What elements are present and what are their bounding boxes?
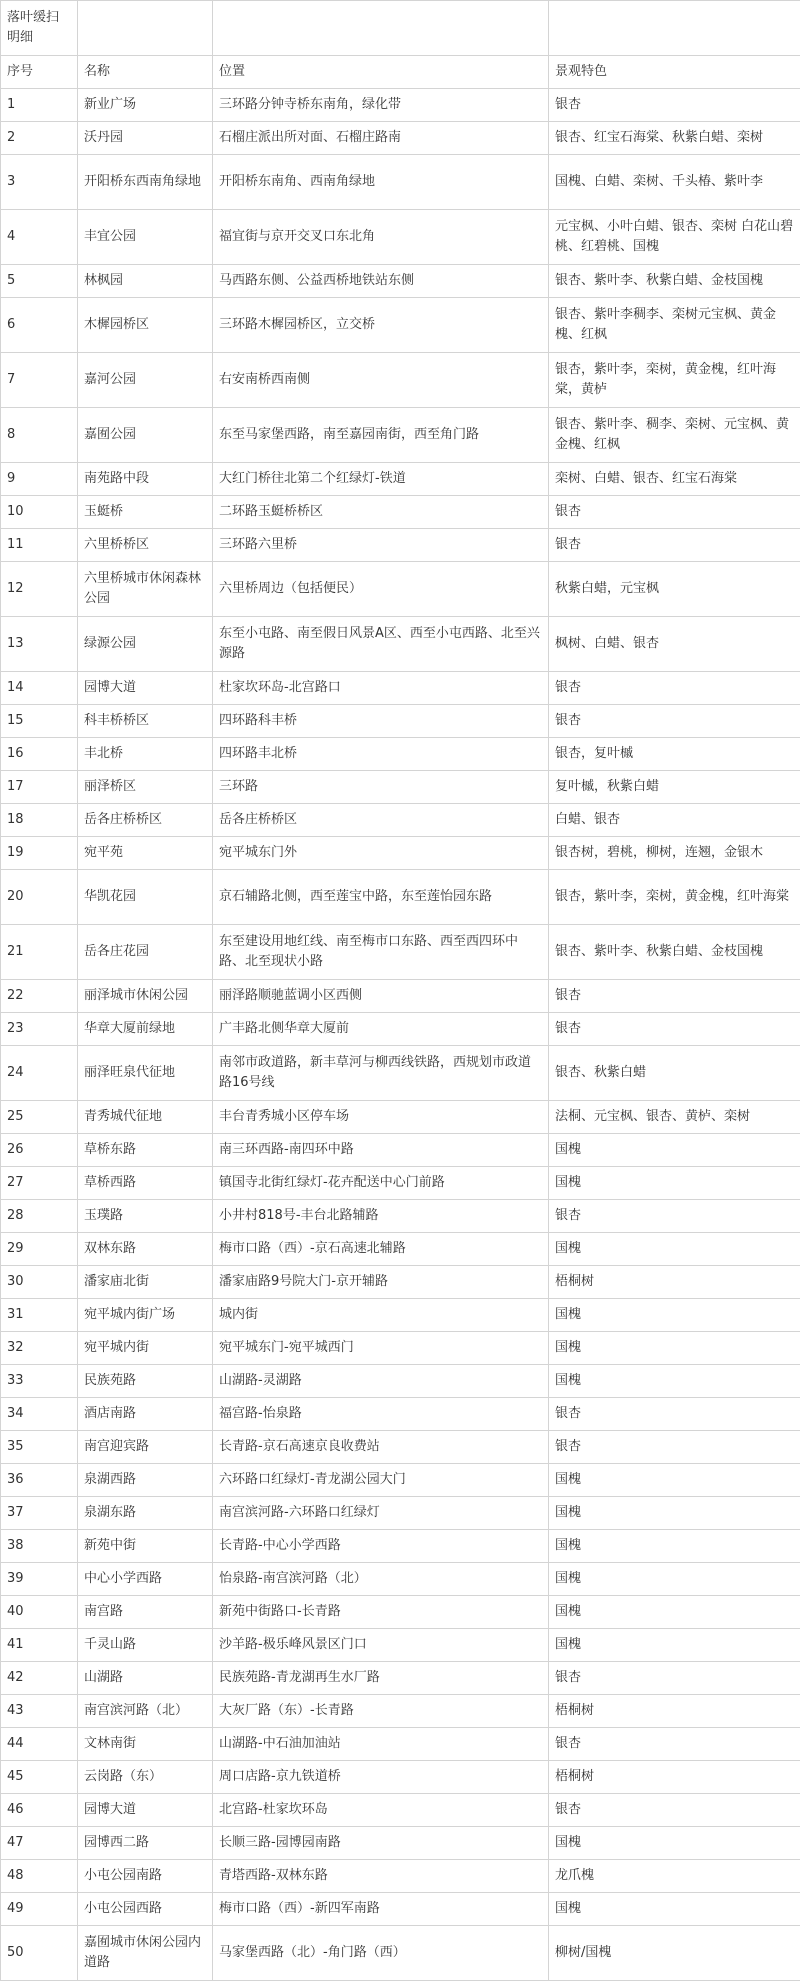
row-name: 千灵山路 xyxy=(78,1629,213,1662)
row-index: 17 xyxy=(1,771,78,804)
table-row xyxy=(1,265,800,298)
row-name: 嘉囿公园 xyxy=(78,408,213,463)
row-index: 16 xyxy=(1,738,78,771)
row-name: 双林东路 xyxy=(78,1233,213,1266)
header-index: 序号 xyxy=(1,56,78,89)
table-row xyxy=(1,925,800,980)
row-name: 园博西二路 xyxy=(78,1827,213,1860)
table-row xyxy=(1,1464,800,1497)
table-row xyxy=(1,210,800,265)
row-location: 杜家坎环岛-北宫路口 xyxy=(213,672,549,705)
row-name: 南宫滨河路（北） xyxy=(78,1695,213,1728)
row-name: 泉湖东路 xyxy=(78,1497,213,1530)
row-name: 六里桥城市休闲森林公园 xyxy=(78,562,213,617)
row-index: 46 xyxy=(1,1794,78,1827)
row-landscape: 法桐、元宝枫、银杏、黄栌、栾树 xyxy=(549,1101,800,1134)
table-row xyxy=(1,529,800,562)
row-index: 50 xyxy=(1,1926,78,1981)
row-name: 小屯公园南路 xyxy=(78,1860,213,1893)
table-row xyxy=(1,1860,800,1893)
row-index: 8 xyxy=(1,408,78,463)
row-landscape: 元宝枫、小叶白蜡、银杏、栾树 白花山碧桃、红碧桃、国槐 xyxy=(549,210,800,265)
table-row xyxy=(1,1233,800,1266)
row-name: 文林南街 xyxy=(78,1728,213,1761)
row-name: 南宫路 xyxy=(78,1596,213,1629)
row-name: 小屯公园西路 xyxy=(78,1893,213,1926)
row-name: 中心小学西路 xyxy=(78,1563,213,1596)
table-row xyxy=(1,1200,800,1233)
row-landscape: 国槐 xyxy=(549,1365,800,1398)
row-landscape: 银杏，复叶槭 xyxy=(549,738,800,771)
table-row xyxy=(1,1431,800,1464)
row-location: 马西路东侧、公益西桥地铁站东侧 xyxy=(213,265,549,298)
row-location: 长顺三路-园博园南路 xyxy=(213,1827,549,1860)
row-landscape: 银杏 xyxy=(549,1728,800,1761)
row-location: 民族苑路-青龙湖再生水厂路 xyxy=(213,1662,549,1695)
row-name: 六里桥桥区 xyxy=(78,529,213,562)
row-landscape: 银杏 xyxy=(549,1794,800,1827)
row-landscape: 银杏、紫叶李、秋紫白蜡、金枝国槐 xyxy=(549,265,800,298)
row-location: 福宫路-怡泉路 xyxy=(213,1398,549,1431)
row-location: 广丰路北侧华章大厦前 xyxy=(213,1013,549,1046)
row-index: 31 xyxy=(1,1299,78,1332)
row-landscape: 银杏、秋紫白蜡 xyxy=(549,1046,800,1101)
row-landscape: 银杏 xyxy=(549,1013,800,1046)
row-index: 49 xyxy=(1,1893,78,1926)
row-landscape: 国槐、白蜡、栾树、千头椿、紫叶李 xyxy=(549,155,800,210)
table-row xyxy=(1,1662,800,1695)
row-landscape: 国槐 xyxy=(549,1299,800,1332)
row-location: 京石辅路北侧，西至莲宝中路，东至莲怡园东路 xyxy=(213,870,549,925)
row-location: 右安南桥西南侧 xyxy=(213,353,549,408)
row-location: 长青路-京石高速京良收费站 xyxy=(213,1431,549,1464)
row-name: 青秀城代征地 xyxy=(78,1101,213,1134)
row-landscape: 龙爪槐 xyxy=(549,1860,800,1893)
table-row xyxy=(1,1926,800,1981)
row-location: 三环路六里桥 xyxy=(213,529,549,562)
row-landscape: 白蜡、银杏 xyxy=(549,804,800,837)
row-location: 三环路 xyxy=(213,771,549,804)
row-name: 木樨园桥区 xyxy=(78,298,213,353)
row-name: 嘉囿城市休闲公园内道路 xyxy=(78,1926,213,1981)
row-name: 嘉河公园 xyxy=(78,353,213,408)
row-location: 丰台青秀城小区停车场 xyxy=(213,1101,549,1134)
row-landscape: 栾树、白蜡、银杏、红宝石海棠 xyxy=(549,463,800,496)
row-name: 南宫迎宾路 xyxy=(78,1431,213,1464)
row-landscape: 银杏树，碧桃，柳树，连翘，金银木 xyxy=(549,837,800,870)
row-index: 26 xyxy=(1,1134,78,1167)
table-row xyxy=(1,1563,800,1596)
row-location: 三环路木樨园桥区，立交桥 xyxy=(213,298,549,353)
row-location: 宛平城东门外 xyxy=(213,837,549,870)
row-location: 四环路丰北桥 xyxy=(213,738,549,771)
row-name: 华章大厦前绿地 xyxy=(78,1013,213,1046)
row-index: 15 xyxy=(1,705,78,738)
row-landscape: 梧桐树 xyxy=(549,1695,800,1728)
table-row xyxy=(1,1046,800,1101)
row-name: 丽泽桥区 xyxy=(78,771,213,804)
table-row xyxy=(1,1827,800,1860)
row-index: 47 xyxy=(1,1827,78,1860)
row-landscape: 银杏，紫叶李，栾树，黄金槐，红叶海棠，黄栌 xyxy=(549,353,800,408)
row-landscape: 国槐 xyxy=(549,1233,800,1266)
row-location: 南三环西路-南四环中路 xyxy=(213,1134,549,1167)
row-name: 丰北桥 xyxy=(78,738,213,771)
row-name: 云岗路（东） xyxy=(78,1761,213,1794)
row-name: 园博大道 xyxy=(78,672,213,705)
row-location: 石榴庄派出所对面、石榴庄路南 xyxy=(213,122,549,155)
row-location: 大灰厂路（东）-长青路 xyxy=(213,1695,549,1728)
row-location: 梅市口路（西）-京石高速北辅路 xyxy=(213,1233,549,1266)
table-row xyxy=(1,1167,800,1200)
row-index: 6 xyxy=(1,298,78,353)
row-index: 1 xyxy=(1,89,78,122)
row-name: 草桥东路 xyxy=(78,1134,213,1167)
row-index: 14 xyxy=(1,672,78,705)
row-name: 丽泽城市休闲公园 xyxy=(78,980,213,1013)
row-index: 38 xyxy=(1,1530,78,1563)
row-index: 7 xyxy=(1,353,78,408)
table-row xyxy=(1,1365,800,1398)
row-name: 丽泽旺泉代征地 xyxy=(78,1046,213,1101)
row-index: 20 xyxy=(1,870,78,925)
row-landscape: 国槐 xyxy=(549,1167,800,1200)
row-index: 18 xyxy=(1,804,78,837)
row-index: 19 xyxy=(1,837,78,870)
row-index: 5 xyxy=(1,265,78,298)
row-name: 南苑路中段 xyxy=(78,463,213,496)
row-location: 青塔西路-双林东路 xyxy=(213,1860,549,1893)
table-row xyxy=(1,617,800,672)
table-row xyxy=(1,1266,800,1299)
row-index: 23 xyxy=(1,1013,78,1046)
row-index: 48 xyxy=(1,1860,78,1893)
row-index: 30 xyxy=(1,1266,78,1299)
row-landscape: 银杏，紫叶李，栾树，黄金槐，红叶海棠 xyxy=(549,870,800,925)
table-row xyxy=(1,122,800,155)
row-name: 新苑中街 xyxy=(78,1530,213,1563)
row-location: 城内街 xyxy=(213,1299,549,1332)
table-row xyxy=(1,1794,800,1827)
row-location: 新苑中街路口-长青路 xyxy=(213,1596,549,1629)
row-name: 酒店南路 xyxy=(78,1398,213,1431)
row-location: 大红门桥往北第二个红绿灯-铁道 xyxy=(213,463,549,496)
row-landscape: 国槐 xyxy=(549,1827,800,1860)
row-location: 山湖路-中石油加油站 xyxy=(213,1728,549,1761)
table-row xyxy=(1,562,800,617)
row-index: 45 xyxy=(1,1761,78,1794)
row-landscape: 银杏 xyxy=(549,1200,800,1233)
row-location: 宛平城东门-宛平城西门 xyxy=(213,1332,549,1365)
row-index: 37 xyxy=(1,1497,78,1530)
row-landscape: 银杏、紫叶李稠李、栾树元宝枫、黄金槐、红枫 xyxy=(549,298,800,353)
row-name: 园博大道 xyxy=(78,1794,213,1827)
table-row xyxy=(1,771,800,804)
row-location: 小井村818号-丰台北路辅路 xyxy=(213,1200,549,1233)
table-row xyxy=(1,1013,800,1046)
row-landscape: 复叶槭，秋紫白蜡 xyxy=(549,771,800,804)
table-row xyxy=(1,1761,800,1794)
row-name: 岳各庄花园 xyxy=(78,925,213,980)
row-landscape: 国槐 xyxy=(549,1497,800,1530)
row-location: 三环路分钟寺桥东南角，绿化带 xyxy=(213,89,549,122)
table-row xyxy=(1,1728,800,1761)
table-row xyxy=(1,705,800,738)
table-row xyxy=(1,1299,800,1332)
table-row xyxy=(1,1893,800,1926)
row-landscape: 国槐 xyxy=(549,1629,800,1662)
row-name: 山湖路 xyxy=(78,1662,213,1695)
row-location: 梅市口路（西）-新四军南路 xyxy=(213,1893,549,1926)
row-landscape: 国槐 xyxy=(549,1563,800,1596)
table-row xyxy=(1,155,800,210)
row-landscape: 银杏、紫叶李、稠李、栾树、元宝枫、黄金槐、红枫 xyxy=(549,408,800,463)
row-landscape: 枫树、白蜡、银杏 xyxy=(549,617,800,672)
header-location: 位置 xyxy=(213,56,549,89)
row-location: 岳各庄桥桥区 xyxy=(213,804,549,837)
row-name: 宛平城内街 xyxy=(78,1332,213,1365)
row-index: 27 xyxy=(1,1167,78,1200)
table-row xyxy=(1,408,800,463)
row-location: 潘家庙路9号院大门-京开辅路 xyxy=(213,1266,549,1299)
table-row xyxy=(1,1134,800,1167)
row-landscape: 秋紫白蜡，元宝枫 xyxy=(549,562,800,617)
header-row xyxy=(1,56,800,89)
table-row xyxy=(1,738,800,771)
row-landscape: 银杏 xyxy=(549,980,800,1013)
row-name: 华凯花园 xyxy=(78,870,213,925)
row-location: 东至马家堡西路，南至嘉园南街，西至角门路 xyxy=(213,408,549,463)
row-landscape: 银杏 xyxy=(549,1398,800,1431)
row-landscape: 梧桐树 xyxy=(549,1761,800,1794)
row-location: 南邻市政道路，新丰草河与柳西线铁路，西规划市政道路16号线 xyxy=(213,1046,549,1101)
row-index: 44 xyxy=(1,1728,78,1761)
row-location: 六环路口红绿灯-青龙湖公园大门 xyxy=(213,1464,549,1497)
row-index: 32 xyxy=(1,1332,78,1365)
title-empty-cell xyxy=(78,1,213,56)
row-name: 丰宜公园 xyxy=(78,210,213,265)
table-row xyxy=(1,672,800,705)
row-name: 开阳桥东西南角绿地 xyxy=(78,155,213,210)
row-landscape: 银杏 xyxy=(549,89,800,122)
row-index: 11 xyxy=(1,529,78,562)
row-index: 41 xyxy=(1,1629,78,1662)
row-name: 岳各庄桥桥区 xyxy=(78,804,213,837)
row-name: 宛平苑 xyxy=(78,837,213,870)
row-location: 丽泽路顺驰蓝调小区西侧 xyxy=(213,980,549,1013)
table-row xyxy=(1,1398,800,1431)
row-location: 北宫路-杜家坎环岛 xyxy=(213,1794,549,1827)
title-empty-cell xyxy=(549,1,800,56)
row-landscape: 国槐 xyxy=(549,1134,800,1167)
row-location: 二环路玉蜓桥桥区 xyxy=(213,496,549,529)
table-row xyxy=(1,980,800,1013)
row-index: 40 xyxy=(1,1596,78,1629)
row-location: 南宫滨河路-六环路口红绿灯 xyxy=(213,1497,549,1530)
row-index: 3 xyxy=(1,155,78,210)
table-row xyxy=(1,1629,800,1662)
row-index: 4 xyxy=(1,210,78,265)
table-row xyxy=(1,1596,800,1629)
table-row xyxy=(1,1497,800,1530)
row-landscape: 梧桐树 xyxy=(549,1266,800,1299)
row-landscape: 柳树/国槐 xyxy=(549,1926,800,1981)
row-location: 六里桥周边（包括便民） xyxy=(213,562,549,617)
row-landscape: 国槐 xyxy=(549,1893,800,1926)
row-landscape: 银杏 xyxy=(549,496,800,529)
row-index: 24 xyxy=(1,1046,78,1101)
row-location: 马家堡西路（北）-角门路（西） xyxy=(213,1926,549,1981)
table-row xyxy=(1,804,800,837)
table-row xyxy=(1,1530,800,1563)
table-row xyxy=(1,870,800,925)
row-index: 29 xyxy=(1,1233,78,1266)
row-name: 沃丹园 xyxy=(78,122,213,155)
table-body xyxy=(1,1,800,1981)
row-index: 22 xyxy=(1,980,78,1013)
row-name: 绿源公园 xyxy=(78,617,213,672)
row-index: 12 xyxy=(1,562,78,617)
row-location: 镇国寺北街红绿灯-花卉配送中心门前路 xyxy=(213,1167,549,1200)
row-name: 泉湖西路 xyxy=(78,1464,213,1497)
header-landscape: 景观特色 xyxy=(549,56,800,89)
table-row xyxy=(1,496,800,529)
row-index: 21 xyxy=(1,925,78,980)
row-location: 沙羊路-极乐峰风景区门口 xyxy=(213,1629,549,1662)
row-index: 42 xyxy=(1,1662,78,1695)
table-row xyxy=(1,837,800,870)
row-landscape: 银杏 xyxy=(549,672,800,705)
row-landscape: 银杏 xyxy=(549,1431,800,1464)
row-index: 36 xyxy=(1,1464,78,1497)
row-location: 怡泉路-南宫滨河路（北） xyxy=(213,1563,549,1596)
row-index: 9 xyxy=(1,463,78,496)
title-empty-cell xyxy=(213,1,549,56)
title-row xyxy=(1,1,800,56)
row-index: 43 xyxy=(1,1695,78,1728)
row-location: 长青路-中心小学西路 xyxy=(213,1530,549,1563)
row-index: 39 xyxy=(1,1563,78,1596)
row-name: 科丰桥桥区 xyxy=(78,705,213,738)
row-location: 周口店路-京九铁道桥 xyxy=(213,1761,549,1794)
row-location: 东至小屯路、南至假日风景A区、西至小屯西路、北至兴源路 xyxy=(213,617,549,672)
row-name: 林枫园 xyxy=(78,265,213,298)
row-name: 草桥西路 xyxy=(78,1167,213,1200)
row-location: 山湖路-灵湖路 xyxy=(213,1365,549,1398)
table-row xyxy=(1,1332,800,1365)
row-name: 玉蜓桥 xyxy=(78,496,213,529)
row-landscape: 国槐 xyxy=(549,1530,800,1563)
row-index: 25 xyxy=(1,1101,78,1134)
table-title: 落叶缓扫明细 xyxy=(1,1,78,56)
row-location: 四环路科丰桥 xyxy=(213,705,549,738)
table-row xyxy=(1,298,800,353)
table-row xyxy=(1,353,800,408)
row-name: 潘家庙北街 xyxy=(78,1266,213,1299)
table-row xyxy=(1,1695,800,1728)
row-index: 35 xyxy=(1,1431,78,1464)
row-index: 34 xyxy=(1,1398,78,1431)
row-location: 东至建设用地红线、南至梅市口东路、西至西四环中路、北至现状小路 xyxy=(213,925,549,980)
row-name: 新业广场 xyxy=(78,89,213,122)
row-landscape: 银杏 xyxy=(549,529,800,562)
row-landscape: 国槐 xyxy=(549,1332,800,1365)
row-landscape: 国槐 xyxy=(549,1596,800,1629)
row-index: 2 xyxy=(1,122,78,155)
row-location: 开阳桥东南角、西南角绿地 xyxy=(213,155,549,210)
row-landscape: 银杏 xyxy=(549,1662,800,1695)
table-row xyxy=(1,463,800,496)
row-landscape: 银杏、紫叶李、秋紫白蜡、金枝国槐 xyxy=(549,925,800,980)
row-landscape: 银杏、红宝石海棠、秋紫白蜡、栾树 xyxy=(549,122,800,155)
table-row xyxy=(1,89,800,122)
row-name: 玉璞路 xyxy=(78,1200,213,1233)
row-index: 33 xyxy=(1,1365,78,1398)
row-landscape: 国槐 xyxy=(549,1464,800,1497)
header-name: 名称 xyxy=(78,56,213,89)
row-name: 宛平城内街广场 xyxy=(78,1299,213,1332)
row-index: 28 xyxy=(1,1200,78,1233)
row-location: 福宜街与京开交叉口东北角 xyxy=(213,210,549,265)
row-index: 13 xyxy=(1,617,78,672)
row-name: 民族苑路 xyxy=(78,1365,213,1398)
table-row xyxy=(1,1101,800,1134)
row-landscape: 银杏 xyxy=(549,705,800,738)
row-index: 10 xyxy=(1,496,78,529)
